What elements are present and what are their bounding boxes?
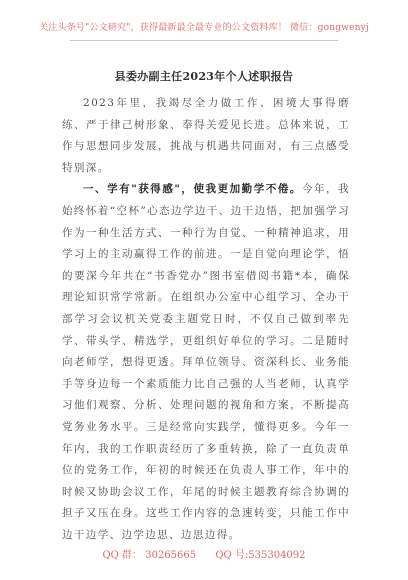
header-divider	[70, 40, 338, 41]
footer-qq-group: QQ 群： 30265665	[102, 550, 197, 561]
section-1-body: 今年，我始终怀着“空杯”心态边学边干、边干边悟，把加强学习作为一种生活方式、一种行为自觉、一种精神追求，用学习上的主动赢得工作的前进。一是自觉向理论学，悟的要深今年共在“书香党办”图书室借阅书籍*本，确保理论知识常学常新。在组织办公室中心组学习、全办干部学习会议机关党委主题党日时，不仅自己做到率先学、带头学、精选学，更组织好单位的学习。二是随时向老师学，想得更透。拜单位领导、资深科长、业务能手等身边每一个素质能力比自己强的人当老师，认真学习他们观察、分析、处理问题的视角和方案，不断提高党务业务水平。三是经常向实践学，懂得更多。今年一年内，我的工作职责经历了多重转换，除了一直负责单位的党务工作，年初的时候还在负责人事工作，年中的时候又协助会议工作，年尾的时候主题教育综合协调的担子又压在身。这些工作内容的急速转变，只能工作中边干边学、边学边思、边思边得。	[62, 183, 350, 541]
document-body	[62, 93, 350, 546]
document-title: 县委办副主任2023年个人述职报告	[114, 70, 294, 83]
footer-contact	[0, 546, 408, 561]
intro-paragraph: 2023年里，我竭尽全力做工作、困境大事得磨练、严于律己树形象、奉得关爱见长进。总体来说，工作与思想同步发展，挑战与机遇共同面对，有三点感受特别深。	[62, 97, 350, 174]
header-promo-note: 关注头条号"公文研究"，获得最新最全最专业的公文资料库！ 微信：gongwenyj	[39, 23, 369, 33]
section-1-paragraph	[62, 179, 350, 546]
section-1-heading: 一、学有"获得感"，使我更加勤学不倦。	[83, 183, 302, 196]
footer-qq-number: QQ 号:535304092	[215, 550, 306, 561]
